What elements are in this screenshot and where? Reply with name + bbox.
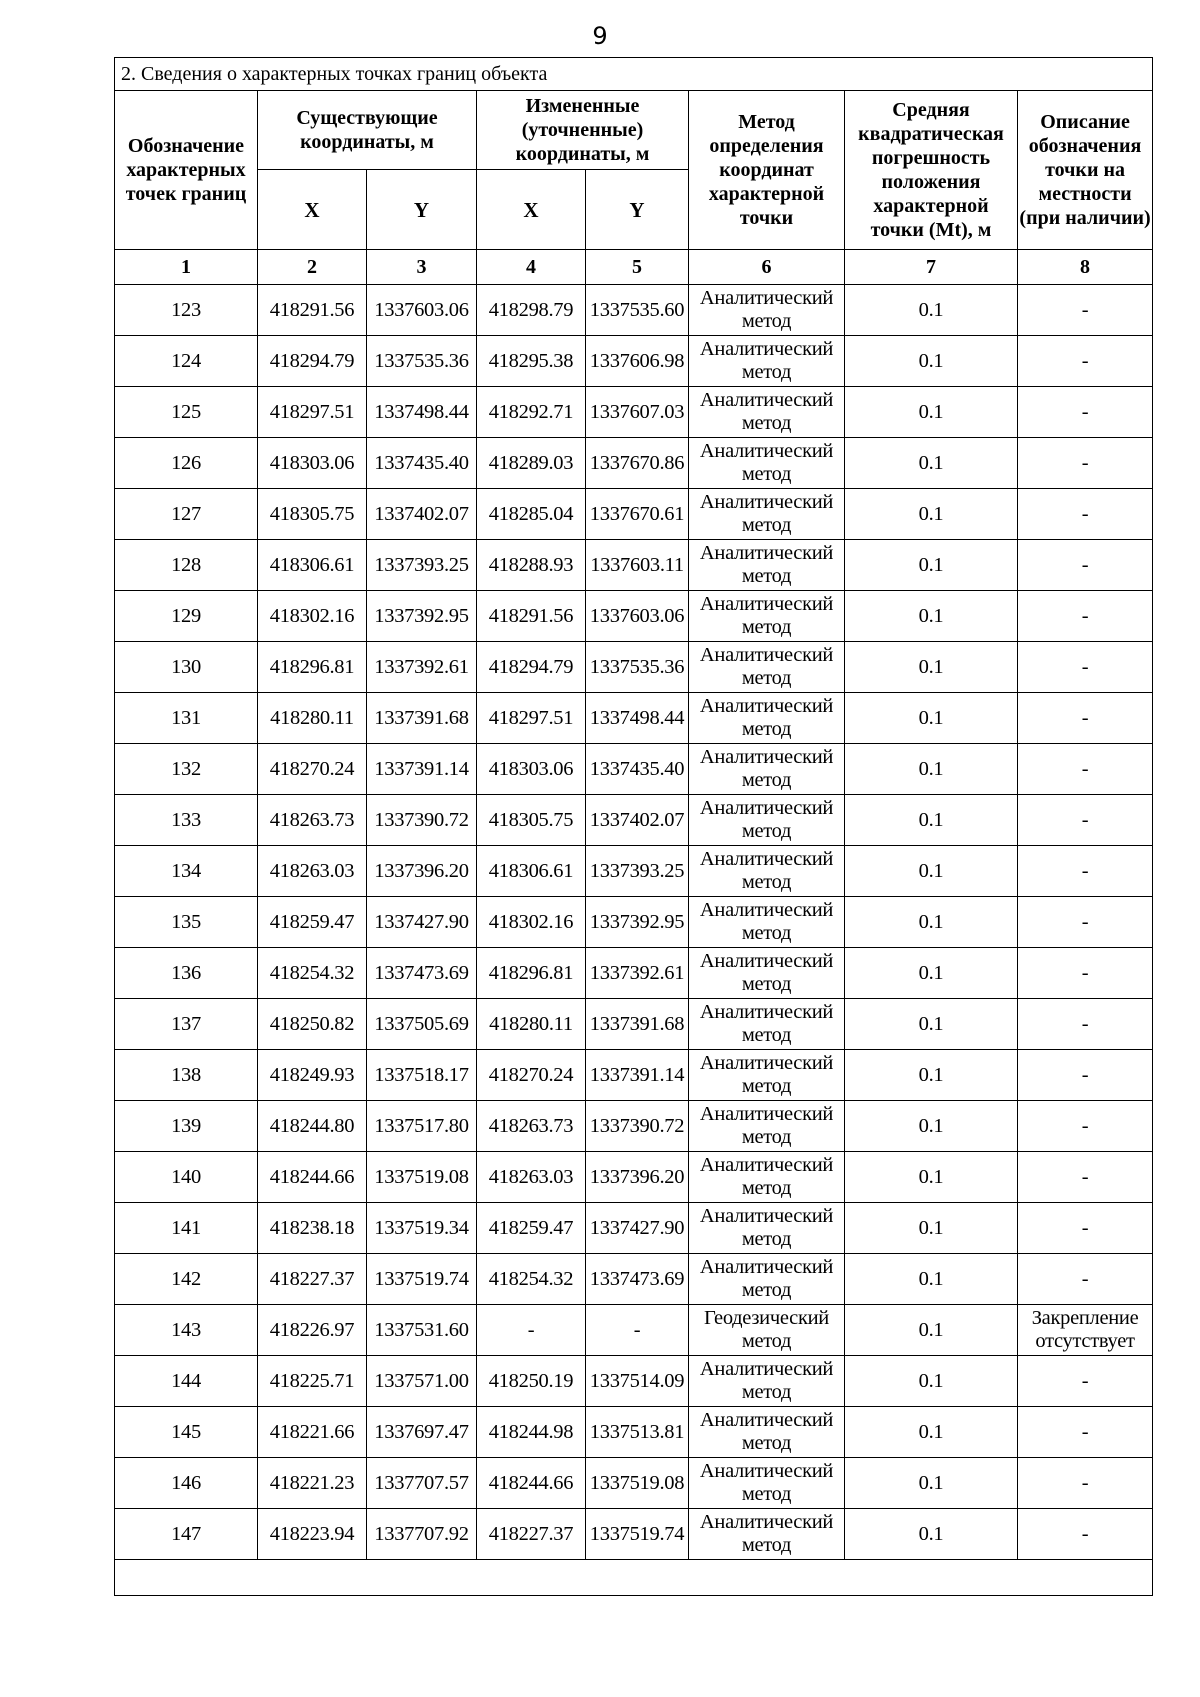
description-cell: - xyxy=(1018,1407,1153,1458)
changed-y-cell: 1337435.40 xyxy=(586,744,689,795)
table-row xyxy=(115,387,1153,438)
point-designation-cell: 142 xyxy=(115,1254,258,1305)
table-row xyxy=(115,336,1153,387)
point-designation-cell: 124 xyxy=(115,336,258,387)
changed-x-cell: 418254.32 xyxy=(477,1254,586,1305)
existing-x-cell: 418306.61 xyxy=(258,540,367,591)
point-designation-cell: 146 xyxy=(115,1458,258,1509)
description-cell: - xyxy=(1018,1050,1153,1101)
existing-y-cell: 1337519.08 xyxy=(367,1152,477,1203)
error-cell: 0.1 xyxy=(845,795,1018,846)
changed-y-cell: 1337603.06 xyxy=(586,591,689,642)
changed-y-cell: 1337392.95 xyxy=(586,897,689,948)
changed-y-cell: 1337519.74 xyxy=(586,1509,689,1560)
changed-y-cell: 1337427.90 xyxy=(586,1203,689,1254)
changed-x-cell: 418305.75 xyxy=(477,795,586,846)
error-cell: 0.1 xyxy=(845,897,1018,948)
description-cell: - xyxy=(1018,1101,1153,1152)
changed-x-cell: 418244.66 xyxy=(477,1458,586,1509)
changed-x-cell: 418297.51 xyxy=(477,693,586,744)
point-designation-cell: 136 xyxy=(115,948,258,999)
column-number-row xyxy=(115,250,1153,285)
changed-x-cell: 418259.47 xyxy=(477,1203,586,1254)
error-cell: 0.1 xyxy=(845,999,1018,1050)
changed-x-cell: 418244.98 xyxy=(477,1407,586,1458)
changed-y-cell: 1337519.08 xyxy=(586,1458,689,1509)
header-error: Средняя квадратическая погрешность положения характерной точки (Mt), м xyxy=(845,91,1018,250)
error-cell: 0.1 xyxy=(845,438,1018,489)
changed-y-cell: 1337498.44 xyxy=(586,693,689,744)
table-row xyxy=(115,1407,1153,1458)
error-cell: 0.1 xyxy=(845,285,1018,336)
point-designation-cell: 135 xyxy=(115,897,258,948)
existing-y-cell: 1337391.14 xyxy=(367,744,477,795)
description-cell: - xyxy=(1018,846,1153,897)
table-row xyxy=(115,489,1153,540)
changed-y-cell: 1337392.61 xyxy=(586,948,689,999)
existing-y-cell: 1337535.36 xyxy=(367,336,477,387)
description-cell: - xyxy=(1018,591,1153,642)
existing-y-cell: 1337391.68 xyxy=(367,693,477,744)
existing-y-cell: 1337435.40 xyxy=(367,438,477,489)
existing-x-cell: 418238.18 xyxy=(258,1203,367,1254)
table-row xyxy=(115,693,1153,744)
method-cell: Аналитический метод xyxy=(689,1152,845,1203)
existing-y-cell: 1337402.07 xyxy=(367,489,477,540)
point-designation-cell: 130 xyxy=(115,642,258,693)
method-cell: Геодезический метод xyxy=(689,1305,845,1356)
description-cell: - xyxy=(1018,1254,1153,1305)
column-number: 5 xyxy=(586,250,689,285)
point-designation-cell: 143 xyxy=(115,1305,258,1356)
column-number: 2 xyxy=(258,250,367,285)
point-designation-cell: 127 xyxy=(115,489,258,540)
table-row xyxy=(115,642,1153,693)
method-cell: Аналитический метод xyxy=(689,999,845,1050)
table-row xyxy=(115,591,1153,642)
method-cell: Аналитический метод xyxy=(689,1458,845,1509)
table-row xyxy=(115,846,1153,897)
table-body xyxy=(115,285,1153,1596)
table-row xyxy=(115,1203,1153,1254)
description-cell: - xyxy=(1018,999,1153,1050)
empty-cell xyxy=(115,1560,1153,1596)
error-cell: 0.1 xyxy=(845,693,1018,744)
characteristic-points-table xyxy=(114,57,1153,1596)
existing-y-cell: 1337519.74 xyxy=(367,1254,477,1305)
existing-x-cell: 418223.94 xyxy=(258,1509,367,1560)
description-cell: - xyxy=(1018,540,1153,591)
column-number: 4 xyxy=(477,250,586,285)
method-cell: Аналитический метод xyxy=(689,285,845,336)
method-cell: Аналитический метод xyxy=(689,744,845,795)
changed-y-cell: 1337607.03 xyxy=(586,387,689,438)
changed-x-cell: 418302.16 xyxy=(477,897,586,948)
header-changed-coordinates: Измененные (уточненные) координаты, м xyxy=(477,91,689,170)
existing-y-cell: 1337707.92 xyxy=(367,1509,477,1560)
table-row xyxy=(115,1305,1153,1356)
point-designation-cell: 123 xyxy=(115,285,258,336)
table-row xyxy=(115,1101,1153,1152)
error-cell: 0.1 xyxy=(845,1509,1018,1560)
table-row xyxy=(115,1152,1153,1203)
table-row xyxy=(115,999,1153,1050)
header-changed-x: X xyxy=(477,170,586,250)
changed-x-cell: 418270.24 xyxy=(477,1050,586,1101)
changed-x-cell: 418303.06 xyxy=(477,744,586,795)
method-cell: Аналитический метод xyxy=(689,693,845,744)
changed-x-cell: - xyxy=(477,1305,586,1356)
changed-x-cell: 418285.04 xyxy=(477,489,586,540)
description-cell: - xyxy=(1018,795,1153,846)
existing-y-cell: 1337571.00 xyxy=(367,1356,477,1407)
description-cell: - xyxy=(1018,336,1153,387)
method-cell: Аналитический метод xyxy=(689,1407,845,1458)
table-row xyxy=(115,1356,1153,1407)
table-row xyxy=(115,744,1153,795)
method-cell: Аналитический метод xyxy=(689,591,845,642)
existing-x-cell: 418226.97 xyxy=(258,1305,367,1356)
changed-y-cell: 1337514.09 xyxy=(586,1356,689,1407)
empty-row xyxy=(115,1560,1153,1596)
changed-y-cell: 1337606.98 xyxy=(586,336,689,387)
table-row xyxy=(115,438,1153,489)
error-cell: 0.1 xyxy=(845,1050,1018,1101)
column-number: 7 xyxy=(845,250,1018,285)
description-cell: - xyxy=(1018,1458,1153,1509)
changed-y-cell: 1337670.86 xyxy=(586,438,689,489)
changed-y-cell: 1337473.69 xyxy=(586,1254,689,1305)
point-designation-cell: 141 xyxy=(115,1203,258,1254)
error-cell: 0.1 xyxy=(845,1356,1018,1407)
changed-y-cell: 1337603.11 xyxy=(586,540,689,591)
changed-x-cell: 418294.79 xyxy=(477,642,586,693)
existing-y-cell: 1337498.44 xyxy=(367,387,477,438)
existing-x-cell: 418225.71 xyxy=(258,1356,367,1407)
point-designation-cell: 144 xyxy=(115,1356,258,1407)
method-cell: Аналитический метод xyxy=(689,387,845,438)
table-row xyxy=(115,1050,1153,1101)
changed-y-cell: 1337396.20 xyxy=(586,1152,689,1203)
error-cell: 0.1 xyxy=(845,489,1018,540)
changed-y-cell: 1337402.07 xyxy=(586,795,689,846)
description-cell: - xyxy=(1018,642,1153,693)
existing-x-cell: 418263.03 xyxy=(258,846,367,897)
changed-x-cell: 418227.37 xyxy=(477,1509,586,1560)
column-number: 3 xyxy=(367,250,477,285)
error-cell: 0.1 xyxy=(845,846,1018,897)
existing-y-cell: 1337517.80 xyxy=(367,1101,477,1152)
changed-y-cell: 1337535.36 xyxy=(586,642,689,693)
existing-y-cell: 1337518.17 xyxy=(367,1050,477,1101)
changed-y-cell: 1337670.61 xyxy=(586,489,689,540)
existing-x-cell: 418259.47 xyxy=(258,897,367,948)
method-cell: Аналитический метод xyxy=(689,1203,845,1254)
error-cell: 0.1 xyxy=(845,1254,1018,1305)
method-cell: Аналитический метод xyxy=(689,795,845,846)
method-cell: Аналитический метод xyxy=(689,897,845,948)
changed-y-cell: 1337535.60 xyxy=(586,285,689,336)
existing-x-cell: 418297.51 xyxy=(258,387,367,438)
method-cell: Аналитический метод xyxy=(689,1101,845,1152)
existing-x-cell: 418263.73 xyxy=(258,795,367,846)
existing-x-cell: 418270.24 xyxy=(258,744,367,795)
existing-y-cell: 1337505.69 xyxy=(367,999,477,1050)
table-row xyxy=(115,897,1153,948)
method-cell: Аналитический метод xyxy=(689,1050,845,1101)
existing-x-cell: 418249.93 xyxy=(258,1050,367,1101)
description-cell: Закрепление отсутствует xyxy=(1018,1305,1153,1356)
error-cell: 0.1 xyxy=(845,1203,1018,1254)
existing-y-cell: 1337427.90 xyxy=(367,897,477,948)
existing-x-cell: 418244.80 xyxy=(258,1101,367,1152)
point-designation-cell: 128 xyxy=(115,540,258,591)
point-designation-cell: 125 xyxy=(115,387,258,438)
existing-y-cell: 1337531.60 xyxy=(367,1305,477,1356)
description-cell: - xyxy=(1018,1203,1153,1254)
method-cell: Аналитический метод xyxy=(689,1509,845,1560)
error-cell: 0.1 xyxy=(845,387,1018,438)
existing-x-cell: 418244.66 xyxy=(258,1152,367,1203)
table-row xyxy=(115,948,1153,999)
method-cell: Аналитический метод xyxy=(689,846,845,897)
existing-x-cell: 418250.82 xyxy=(258,999,367,1050)
existing-y-cell: 1337707.57 xyxy=(367,1458,477,1509)
point-designation-cell: 138 xyxy=(115,1050,258,1101)
existing-y-cell: 1337396.20 xyxy=(367,846,477,897)
column-number: 6 xyxy=(689,250,845,285)
changed-x-cell: 418263.03 xyxy=(477,1152,586,1203)
existing-y-cell: 1337519.34 xyxy=(367,1203,477,1254)
error-cell: 0.1 xyxy=(845,591,1018,642)
existing-x-cell: 418296.81 xyxy=(258,642,367,693)
description-cell: - xyxy=(1018,948,1153,999)
existing-x-cell: 418305.75 xyxy=(258,489,367,540)
table-row xyxy=(115,285,1153,336)
existing-x-cell: 418254.32 xyxy=(258,948,367,999)
column-number: 1 xyxy=(115,250,258,285)
changed-y-cell: 1337390.72 xyxy=(586,1101,689,1152)
error-cell: 0.1 xyxy=(845,336,1018,387)
description-cell: - xyxy=(1018,387,1153,438)
changed-x-cell: 418288.93 xyxy=(477,540,586,591)
existing-x-cell: 418280.11 xyxy=(258,693,367,744)
existing-y-cell: 1337392.61 xyxy=(367,642,477,693)
table-row xyxy=(115,540,1153,591)
existing-y-cell: 1337392.95 xyxy=(367,591,477,642)
table-row xyxy=(115,1458,1153,1509)
changed-y-cell: 1337391.68 xyxy=(586,999,689,1050)
existing-x-cell: 418221.23 xyxy=(258,1458,367,1509)
method-cell: Аналитический метод xyxy=(689,1356,845,1407)
changed-x-cell: 418295.38 xyxy=(477,336,586,387)
point-designation-cell: 126 xyxy=(115,438,258,489)
description-cell: - xyxy=(1018,438,1153,489)
changed-x-cell: 418263.73 xyxy=(477,1101,586,1152)
point-designation-cell: 129 xyxy=(115,591,258,642)
point-designation-cell: 131 xyxy=(115,693,258,744)
method-cell: Аналитический метод xyxy=(689,948,845,999)
existing-y-cell: 1337603.06 xyxy=(367,285,477,336)
header-changed-y: Y xyxy=(586,170,689,250)
method-cell: Аналитический метод xyxy=(689,540,845,591)
existing-x-cell: 418221.66 xyxy=(258,1407,367,1458)
description-cell: - xyxy=(1018,1509,1153,1560)
point-designation-cell: 137 xyxy=(115,999,258,1050)
table-row xyxy=(115,1254,1153,1305)
changed-y-cell: 1337391.14 xyxy=(586,1050,689,1101)
error-cell: 0.1 xyxy=(845,744,1018,795)
error-cell: 0.1 xyxy=(845,540,1018,591)
error-cell: 0.1 xyxy=(845,1458,1018,1509)
description-cell: - xyxy=(1018,1152,1153,1203)
error-cell: 0.1 xyxy=(845,1305,1018,1356)
method-cell: Аналитический метод xyxy=(689,438,845,489)
method-cell: Аналитический метод xyxy=(689,1254,845,1305)
existing-y-cell: 1337697.47 xyxy=(367,1407,477,1458)
existing-y-cell: 1337473.69 xyxy=(367,948,477,999)
page-number: 9 xyxy=(592,22,608,50)
point-designation-cell: 139 xyxy=(115,1101,258,1152)
changed-x-cell: 418250.19 xyxy=(477,1356,586,1407)
header-point-designation: Обозначение характерных точек границ xyxy=(115,91,258,250)
description-cell: - xyxy=(1018,897,1153,948)
header-existing-coordinates: Существующие координаты, м xyxy=(258,91,477,170)
error-cell: 0.1 xyxy=(845,1152,1018,1203)
error-cell: 0.1 xyxy=(845,1101,1018,1152)
header-method: Метод определения координат характерной точки xyxy=(689,91,845,250)
header-description: Описание обозначения точки на местности (при наличии) xyxy=(1018,91,1153,250)
description-cell: - xyxy=(1018,693,1153,744)
changed-y-cell: 1337513.81 xyxy=(586,1407,689,1458)
point-designation-cell: 147 xyxy=(115,1509,258,1560)
existing-x-cell: 418302.16 xyxy=(258,591,367,642)
changed-x-cell: 418306.61 xyxy=(477,846,586,897)
changed-x-cell: 418291.56 xyxy=(477,591,586,642)
point-designation-cell: 145 xyxy=(115,1407,258,1458)
existing-x-cell: 418294.79 xyxy=(258,336,367,387)
changed-x-cell: 418292.71 xyxy=(477,387,586,438)
existing-y-cell: 1337393.25 xyxy=(367,540,477,591)
table-row xyxy=(115,1509,1153,1560)
point-designation-cell: 134 xyxy=(115,846,258,897)
changed-x-cell: 418280.11 xyxy=(477,999,586,1050)
description-cell: - xyxy=(1018,744,1153,795)
section-title: 2. Сведения о характерных точках границ объекта xyxy=(115,58,1153,91)
description-cell: - xyxy=(1018,489,1153,540)
description-cell: - xyxy=(1018,1356,1153,1407)
point-designation-cell: 132 xyxy=(115,744,258,795)
changed-y-cell: - xyxy=(586,1305,689,1356)
header-existing-x: X xyxy=(258,170,367,250)
method-cell: Аналитический метод xyxy=(689,489,845,540)
header-existing-y: Y xyxy=(367,170,477,250)
point-designation-cell: 133 xyxy=(115,795,258,846)
error-cell: 0.1 xyxy=(845,642,1018,693)
column-number: 8 xyxy=(1018,250,1153,285)
method-cell: Аналитический метод xyxy=(689,642,845,693)
changed-x-cell: 418289.03 xyxy=(477,438,586,489)
existing-x-cell: 418303.06 xyxy=(258,438,367,489)
description-cell: - xyxy=(1018,285,1153,336)
changed-x-cell: 418296.81 xyxy=(477,948,586,999)
existing-x-cell: 418227.37 xyxy=(258,1254,367,1305)
changed-x-cell: 418298.79 xyxy=(477,285,586,336)
existing-y-cell: 1337390.72 xyxy=(367,795,477,846)
method-cell: Аналитический метод xyxy=(689,336,845,387)
error-cell: 0.1 xyxy=(845,948,1018,999)
changed-y-cell: 1337393.25 xyxy=(586,846,689,897)
table-row xyxy=(115,795,1153,846)
point-designation-cell: 140 xyxy=(115,1152,258,1203)
existing-x-cell: 418291.56 xyxy=(258,285,367,336)
error-cell: 0.1 xyxy=(845,1407,1018,1458)
